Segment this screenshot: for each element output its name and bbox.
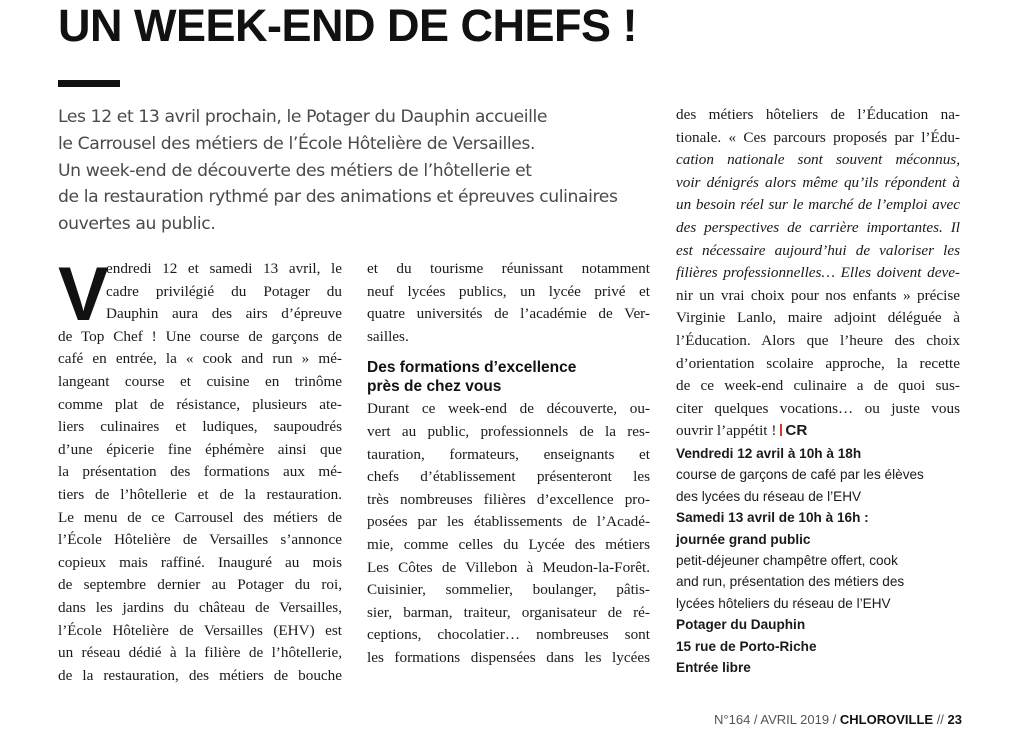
event-day2-subtitle: journée grand public (676, 531, 811, 547)
body-line: Cuisinier, sommelier, boulanger, pâtis- (367, 581, 650, 599)
body-line: et du tourisme réunissant notamment (367, 260, 650, 277)
body-line: cadre privilégié du Potager du (106, 282, 342, 300)
body-column-2 (367, 258, 650, 670)
body-line: un réseau dédié à la filière de l’hôtellerie, (58, 644, 342, 662)
lead-line: de la restauration rythmé par des animations et épreuves culinaires (58, 187, 618, 208)
body-column-3 (676, 104, 960, 678)
body-line: citer quelques vocations… ou juste vous (676, 399, 960, 417)
quote-line: des perspectives de carrière importantes. Il (676, 218, 960, 236)
closing-text: ouvrir l’appétit ! (676, 422, 777, 440)
body-line: copieux mais raffiné. Inauguré au mois (58, 553, 342, 571)
lead-line: Les 12 et 13 avril prochain, le Potager du Dauphin accueille (58, 107, 548, 127)
body-line: Le menu de ce Carrousel des métiers de (58, 508, 342, 526)
body-line: sier, barman, traiteur, organisateur de ré- (367, 603, 650, 621)
body-line: mie, comme celles du Lycée des métiers (367, 535, 650, 553)
body-line: l’Éducation. Alors que l’heure des choix (676, 331, 960, 349)
body-line: sailles. (367, 327, 409, 345)
body-line: de Top Chef ! Une course de garçons de (58, 327, 342, 345)
drop-cap: V (58, 252, 109, 337)
magazine-name: CHLOROVILLE (839, 712, 934, 727)
body-line: langeant course et cuisine en trinôme (58, 372, 342, 390)
quote-line: un besoin réel sur le marché de l’emploi avec (676, 196, 960, 214)
body-line: très nombreuses filières d’excellence pro- (367, 490, 650, 508)
title-rule (58, 80, 120, 87)
body-line: endredi 12 et samedi 13 avril, le (106, 260, 342, 277)
event-venue: Potager du Dauphin (676, 617, 806, 633)
body-line: ceptions, chocolatier… nombreuses sont (367, 626, 650, 644)
body-line: les formations dispensées dans les lycées (367, 648, 650, 666)
author-signature: CR (785, 422, 808, 440)
body-line: d’une épicerie fine éphémère ainsi que (58, 440, 342, 458)
subhead-line: Des formations d’excellence (367, 359, 577, 377)
event-entry: Entrée libre (676, 659, 751, 675)
article-title: UN WEEK-END DE CHEFS ! (58, 0, 638, 51)
body-line: posées par les établissements de l’Acadé- (367, 513, 650, 531)
event-day2-title: Samedi 13 avril de 10h à 16h : (676, 510, 869, 526)
body-line: la présentation des formations aux mé- (58, 463, 342, 481)
body-line: des métiers hôteliers de l’Éducation na- (676, 106, 960, 123)
quote-line: filières professionnelles… Elles doivent deve- (676, 264, 960, 282)
body-line: vert au public, professionnels de la res- (367, 422, 650, 440)
body-line: quatre universités de l’académie de Ver- (367, 305, 650, 323)
lead-line: Un week-end de découverte des métiers de l’hôtellerie et (58, 160, 532, 181)
body-line: nir un vrai choix pour nos enfants » précise (676, 286, 960, 304)
issue-info: N°164 / AVRIL 2019 / (714, 712, 840, 727)
quote-line: cation nationale sont souvent méconnus, (676, 151, 960, 169)
body-line: Les Côtes de Villebon à Meudon-la-Forêt. (367, 558, 650, 576)
quote-line: voir dénigrés alors même qu’ils répondent à (676, 173, 960, 191)
event-detail-line: des lycées du réseau de l’EHV (676, 488, 862, 504)
body-line: Durant ce week-end de découverte, ou- (367, 400, 650, 418)
event-day1-title: Vendredi 12 avril à 10h à 18h (676, 445, 862, 461)
body-line: l’École Hôtelière de Versailles s’annonce (58, 531, 342, 549)
lead-line: le Carrousel des métiers de l’École Hôtelière de Versailles. (58, 133, 536, 154)
body-line: neuf lycées publics, un lycée privé et (367, 282, 650, 300)
event-detail-line: course de garçons de café par les élèves (676, 467, 924, 483)
body-line: de la restauration, des métiers de bouche (58, 666, 342, 684)
section-subhead (367, 358, 650, 396)
body-line: d’orientation scolaire approche, la recette (676, 354, 960, 372)
body-line: dans les jardins du château de Versailles, (58, 598, 342, 616)
body-line: café en entrée, la « cook and run » mé- (58, 350, 342, 368)
body-line: de ce week-end culinaire a de quoi sus- (676, 377, 960, 395)
body-line: chefs d’établissement présenteront les (367, 468, 650, 486)
body-line: Virginie Lanlo, maire adjoint déléguée à (676, 309, 960, 327)
lead-line: ouvertes au public. (58, 214, 216, 235)
article-lead (58, 104, 658, 238)
event-detail-line: petit-déjeuner champêtre offert, cook (676, 552, 898, 568)
page-footer (714, 712, 962, 727)
body-line: tionale. « Ces parcours proposés par l’Édu- (676, 128, 960, 146)
quote-line: est nécessaire aujourd’hui de valoriser les (676, 241, 960, 259)
body-line: comme plat de résistance, plusieurs ate- (58, 395, 342, 413)
subhead-line: près de chez vous (367, 378, 502, 396)
event-detail-line: and run, présentation des métiers des (676, 574, 905, 590)
body-line: liers culinaires et ludiques, saupoudrés (58, 418, 342, 436)
body-line: tauration, formateurs, enseignants et (367, 445, 650, 463)
body-line: l’École Hôtelière de Versailles (EHV) est (58, 621, 342, 639)
page-number: 23 (947, 712, 962, 727)
body-line: Dauphin aura des airs d’épreuve (106, 305, 342, 323)
body-column-1 (58, 252, 342, 687)
signature-bar (780, 424, 782, 436)
body-line: tiers de l’hôtellerie et de la restauration. (58, 485, 342, 503)
footer-separator: // (933, 712, 948, 727)
body-line-end (676, 420, 960, 443)
event-detail-line: lycées hôteliers du réseau de l’EHV (676, 595, 891, 611)
event-address: 15 rue de Porto-Riche (676, 638, 817, 654)
body-line: de septembre dernier au Potager du roi, (58, 576, 342, 594)
